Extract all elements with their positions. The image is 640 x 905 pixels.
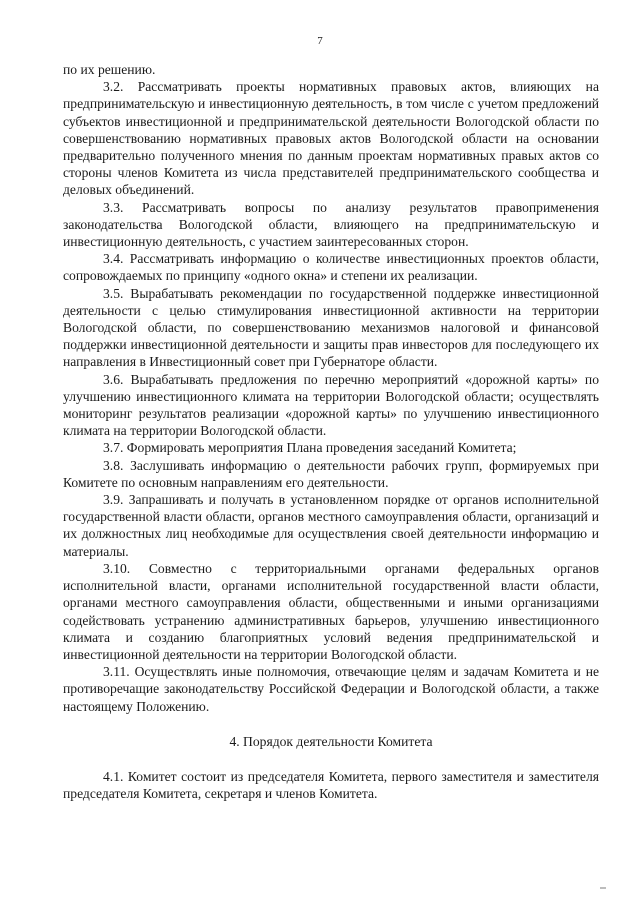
document-body	[63, 61, 599, 802]
paragraph-3-7: 3.7. Формировать мероприятия Плана проведения заседаний Комитета;	[103, 440, 517, 456]
paragraph-continuation: по их решению.	[63, 62, 156, 77]
paragraph-3-6: 3.6. Вырабатывать предложения по перечню мероприятий «дорожной карты» по улучшению инвестиционного климата на территории Вологодской области; осуществлять мониторинг результатов реализации «дорожной карты» по улучшению инвестиционного климата на территории Вологодской области.	[63, 371, 599, 439]
section-heading: 4. Порядок деятельности Комитета	[229, 733, 433, 749]
paragraph-3-4: 3.4. Рассматривать информацию о количестве инвестиционных проектов области, сопровождаемых по принципу «одного окна» и степени их реализации.	[63, 251, 599, 284]
scan-speck	[600, 887, 606, 889]
paragraph-3-8: 3.8. Заслушивать информацию о деятельности рабочих групп, формируемых при Комитете по основным направлениям его деятельности.	[63, 457, 599, 490]
paragraph-3-9: 3.9. Запрашивать и получать в установленном порядке от органов исполнительной государственной власти области, органов местного самоуправления области, организаций и их должностных лиц необходимые для осуществления своей деятельности информацию и материалы.	[63, 492, 599, 559]
paragraph-3-11: 3.11. Осуществлять иные полномочия, отвечающие целям и задачам Комитета и не противоречащие законодательству Российской Федерации и Вологодской области, а также настоящему Положению.	[63, 664, 599, 714]
paragraph-3-2: 3.2. Рассматривать проекты нормативных правовых актов, влияющих на предпринимательскую и инвестиционную деятельность, в том числе с учетом предложений субъектов инвестиционной и предпринимательской деятельности Вологодской области по совершенствованию нормативных правовых актов Вологодской области на основании предварительно полученного мнения по данным проектам нормативных правых актов со стороны членов Комитета из числа представителей предпринимательского сообщества и деловых объединений.	[63, 79, 599, 198]
paragraph-3-10: 3.10. Совместно с территориальными органами федеральных органов исполнительной власти, органами исполнительной государственной власти области, органами местного самоуправления области, общественными и иными организациями содействовать устранению административных барьеров, улучшению инвестиционного климата и созданию благоприятных условий ведения предпринимательской и инвестиционной деятельности на территории Вологодской области.	[63, 560, 599, 662]
paragraph-3-5: 3.5. Вырабатывать рекомендации по государственной поддержке инвестиционной деятельности с целью стимулирования инвестиционной активности на территории Вологодской области, по совершенствованию механизмов налоговой и финансовой поддержки инвестиционной деятельности и защиты прав инвесторов для последующего их направления в Инвестиционный совет при Губернаторе области.	[63, 285, 599, 370]
paragraph-3-3: 3.3. Рассматривать вопросы по анализу результатов правоприменения законодательства Вологодской области, влияющего на предпринимательскую и инвестиционную деятельность, с участием заинтересованных сторон.	[63, 199, 599, 250]
paragraph-4-1: 4.1. Комитет состоит из председателя Комитета, первого заместителя и заместителя председателя Комитета, секретаря и членов Комитета.	[63, 768, 599, 802]
page-number: 7	[317, 35, 323, 47]
